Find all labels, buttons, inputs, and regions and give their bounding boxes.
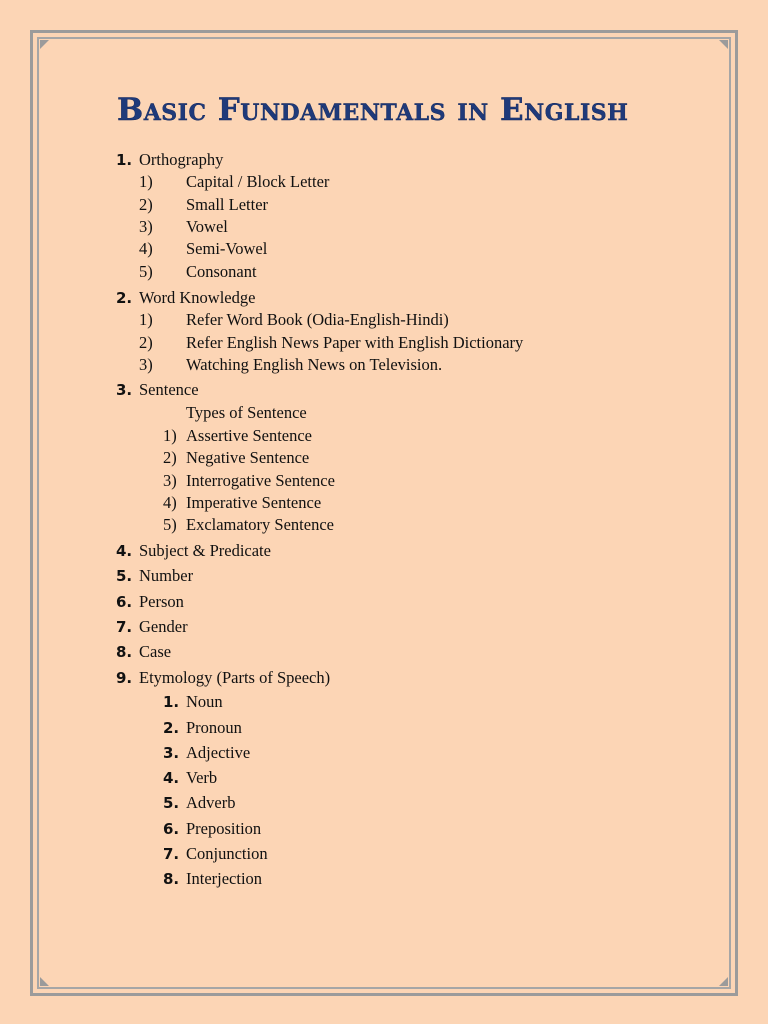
item-number: 8. — [163, 870, 180, 888]
item-text: Consonant — [186, 262, 257, 281]
item-text: Adjective — [186, 743, 251, 762]
item-number: 3) — [163, 471, 177, 490]
item-text: Refer Word Book (Odia-English-Hindi) — [186, 310, 449, 329]
item-text: Number — [139, 566, 194, 585]
item-text: Types of Sentence — [186, 403, 307, 422]
item-number: 2. — [163, 719, 180, 737]
corner-ornament-top-left — [40, 40, 49, 49]
item-text: Person — [139, 592, 184, 611]
item-number: 3) — [139, 355, 153, 374]
item-text: Noun — [186, 692, 223, 711]
item-number: 4. — [116, 542, 133, 560]
item-text: Etymology (Parts of Speech) — [139, 668, 331, 687]
item-text: Vowel — [186, 217, 228, 236]
corner-ornament-bottom-left — [40, 977, 49, 986]
item-text: Interrogative Sentence — [186, 471, 335, 490]
item-number: 7. — [163, 845, 180, 863]
item-number: 5. — [116, 567, 133, 585]
item-text: Subject & Predicate — [139, 541, 271, 560]
item-text: Capital / Block Letter — [186, 172, 330, 191]
item-text: Imperative Sentence — [186, 493, 322, 512]
item-number: 8. — [116, 643, 133, 661]
item-text: Assertive Sentence — [186, 426, 312, 445]
item-text: Interjection — [186, 869, 263, 888]
item-number: 3) — [139, 217, 153, 236]
item-number: 6. — [163, 820, 180, 838]
item-number: 1) — [139, 310, 153, 329]
item-number: 2. — [116, 289, 133, 307]
item-number: 3. — [116, 381, 133, 399]
page-title: Basic Fundamentals in English — [117, 92, 629, 128]
item-text: Word Knowledge — [139, 288, 256, 307]
item-number: 2) — [139, 195, 153, 214]
item-number: 7. — [116, 618, 133, 636]
item-text: Watching English News on Television. — [186, 355, 443, 374]
item-number: 9. — [116, 669, 133, 687]
item-text: Conjunction — [186, 844, 268, 863]
item-number: 1. — [163, 693, 180, 711]
corner-ornament-bottom-right — [719, 977, 728, 986]
item-text: Verb — [186, 768, 218, 787]
item-text: Gender — [139, 617, 188, 636]
item-number: 1. — [116, 151, 133, 169]
item-number: 5) — [139, 262, 153, 281]
item-text: Preposition — [186, 819, 262, 838]
item-text: Semi-Vowel — [186, 239, 268, 258]
item-text: Exclamatory Sentence — [186, 515, 334, 534]
corner-ornament-top-right — [719, 40, 728, 49]
item-number: 5) — [163, 515, 177, 534]
item-text: Adverb — [186, 793, 236, 812]
item-text: Sentence — [139, 380, 199, 399]
item-text: Case — [139, 642, 172, 661]
item-text: Orthography — [139, 150, 224, 169]
item-number: 5. — [163, 794, 180, 812]
item-number: 4) — [139, 239, 153, 258]
item-number: 4) — [163, 493, 177, 512]
item-text: Pronoun — [186, 718, 242, 737]
item-text: Refer English News Paper with English Dictionary — [186, 333, 524, 352]
item-number: 6. — [116, 593, 133, 611]
item-number: 2) — [139, 333, 153, 352]
item-number: 4. — [163, 769, 180, 787]
item-text: Small Letter — [186, 195, 269, 214]
item-number: 2) — [163, 448, 177, 467]
item-number: 1) — [163, 426, 177, 445]
item-text: Negative Sentence — [186, 448, 310, 467]
item-number: 1) — [139, 172, 153, 191]
item-number: 3. — [163, 744, 180, 762]
